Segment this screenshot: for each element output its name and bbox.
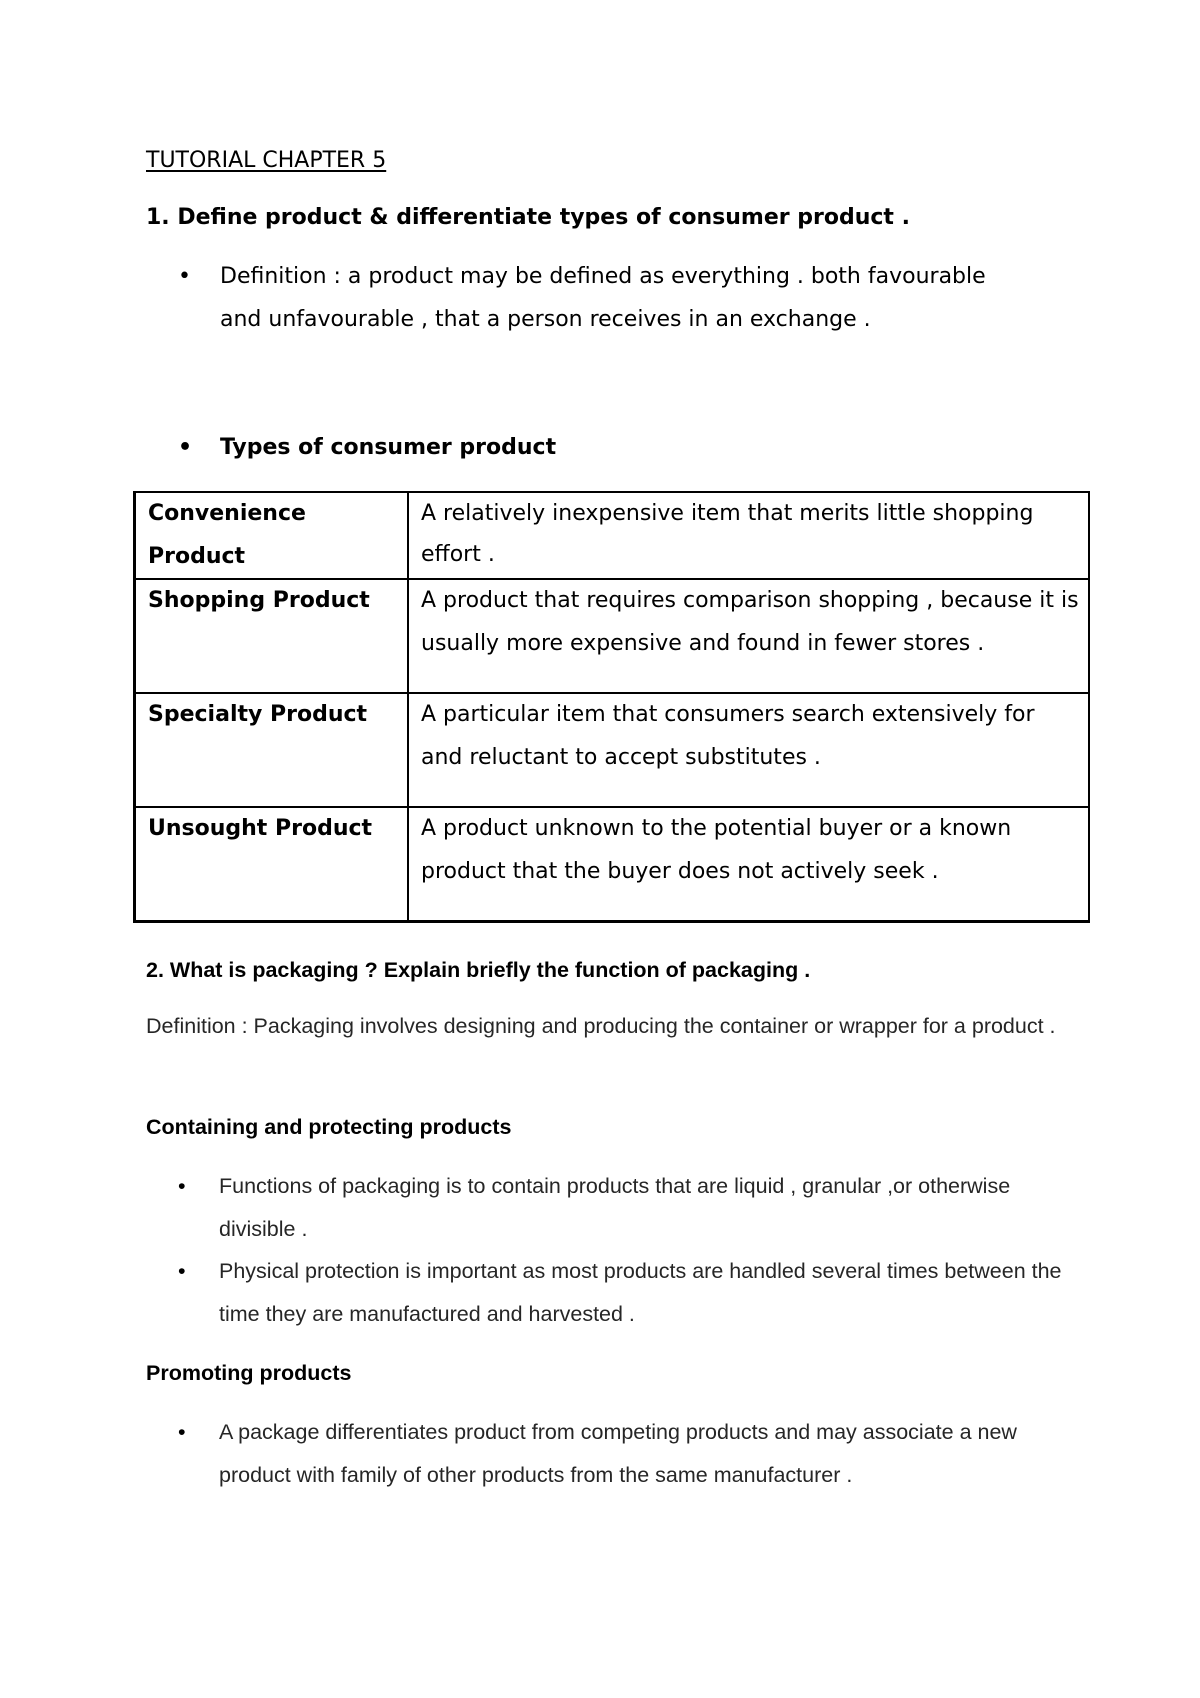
product-type-name: Specialty Product <box>135 693 409 807</box>
list-item-text: Physical protection is important as most products are handled several times between the time they are manufactured and harvested . <box>219 1259 1062 1326</box>
product-type-name: Shopping Product <box>135 579 409 693</box>
product-definition-text: Definition : a product may be defined as everything . both favourable and unfavourable , that a person receives in an exchange . <box>220 264 986 332</box>
table-row <box>135 492 1090 579</box>
bullet-icon: • <box>178 264 191 289</box>
consumer-product-types-table <box>133 491 1090 923</box>
promoting-list <box>178 1411 1078 1496</box>
table-row <box>135 579 1090 693</box>
bullet-icon: • <box>178 1174 186 1198</box>
bullet-icon: • <box>178 1259 186 1283</box>
table-row <box>135 693 1090 807</box>
product-type-description: A product unknown to the potential buyer or a known product that the buyer does not actively seek . <box>408 807 1089 922</box>
product-type-name: Unsought Product <box>135 807 409 922</box>
definition-bullet <box>178 256 1058 386</box>
product-type-description: A product that requires comparison shopping , because it is usually more expensive and found in fewer stores . <box>408 579 1089 693</box>
question-2-heading: 2. What is packaging ? Explain briefly the function of packaging . <box>146 958 811 982</box>
packaging-definition-text: Definition : Packaging involves designing and producing the container or wrapper for a product . <box>146 1014 1056 1038</box>
promoting-heading: Promoting products <box>146 1361 352 1385</box>
types-bullet <box>178 427 1058 471</box>
bullet-icon: • <box>178 1420 186 1444</box>
list-item <box>178 1411 1078 1496</box>
question-1-heading: 1. Define product & differentiate types of consumer product . <box>146 205 910 230</box>
product-type-description: A relatively inexpensive item that merits little shopping effort . <box>408 492 1089 579</box>
list-item-text: Functions of packaging is to contain products that are liquid , granular ,or otherwise divisible . <box>219 1174 1011 1241</box>
list-item-text: A package differentiates product from competing products and may associate a new product with family of other products from the same manufacturer . <box>219 1420 1017 1487</box>
list-item <box>178 1165 1078 1250</box>
table-row <box>135 807 1090 922</box>
types-heading: Types of consumer product <box>220 435 557 460</box>
list-item <box>178 1250 1078 1335</box>
document-title: TUTORIAL CHAPTER 5 <box>146 148 387 173</box>
containing-heading: Containing and protecting products <box>146 1115 512 1139</box>
product-type-description: A particular item that consumers search extensively for and reluctant to accept substitutes . <box>408 693 1089 807</box>
product-type-name: Convenience Product <box>135 492 409 579</box>
containing-list <box>178 1165 1078 1335</box>
bullet-icon: • <box>178 435 193 460</box>
